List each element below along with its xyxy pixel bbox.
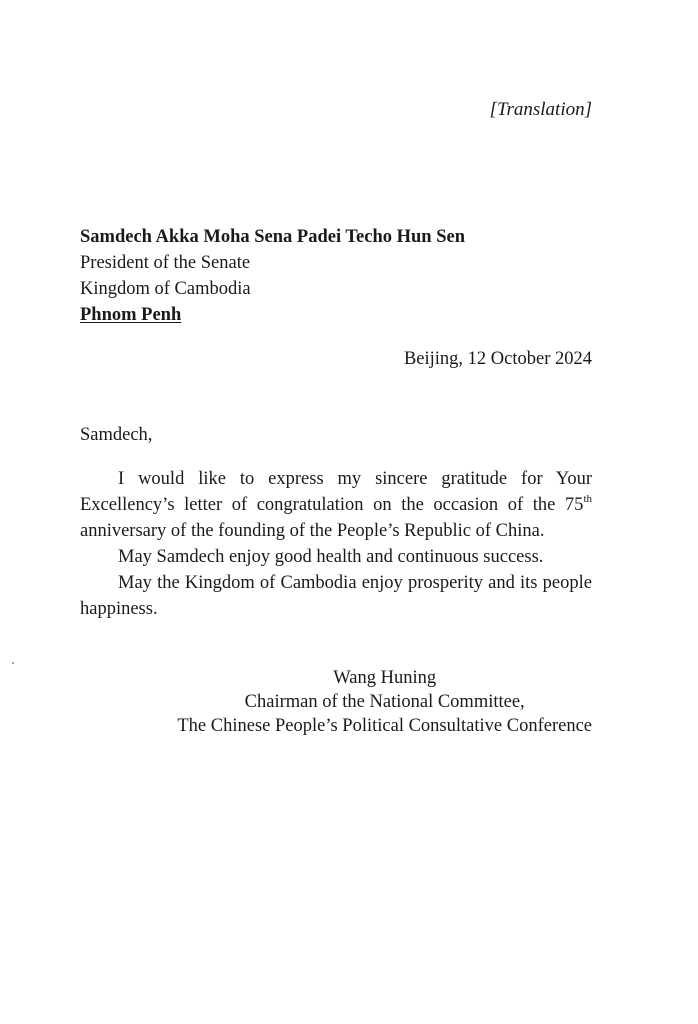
letter-body [80,466,592,622]
salutation: Samdech, [80,425,153,445]
body-paragraph-1 [80,466,592,544]
body-paragraph-1-text-end: anniversary of the founding of the People’s Republic of China. [80,521,545,541]
body-paragraph-1-text: I would like to express my sincere gratitude for Your Excellency’s letter of congratulation on the occasion of the 75 [80,469,592,515]
signatory-name: Wang Huning [333,668,437,688]
signatory-position: Chairman of the National Committee, [244,692,525,712]
recipient-country: Kingdom of Cambodia [80,279,251,299]
ordinal-suffix: th [583,493,592,505]
body-paragraph-3: May the Kingdom of Cambodia enjoy prosperity and its people happiness. [80,573,592,619]
signatory-organization: The Chinese People’s Political Consultative Conference [177,716,592,736]
date-line: Beijing, 12 October 2024 [403,349,592,369]
scan-speck [12,662,14,664]
recipient-address-block [80,224,465,328]
recipient-city: Phnom Penh [80,305,182,325]
recipient-title: President of the Senate [80,253,251,273]
recipient-name: Samdech Akka Moha Sena Padei Techo Hun Sen [80,227,465,247]
signature-block [177,666,592,738]
body-paragraph-2: May Samdech enjoy good health and continuous success. [118,547,544,567]
translation-label: [Translation] [489,99,592,120]
